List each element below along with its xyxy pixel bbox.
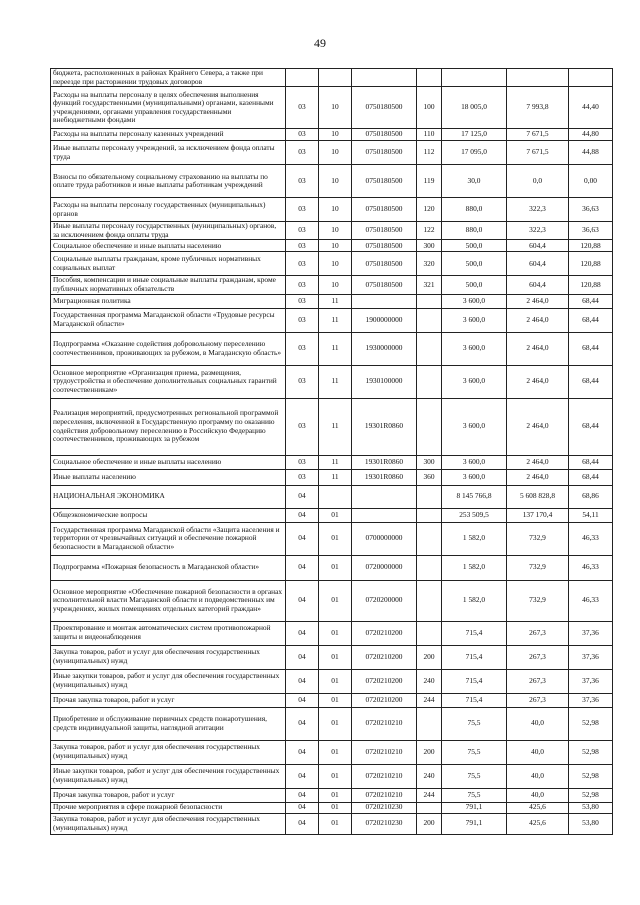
row-section-code: 03 — [286, 332, 319, 365]
row-expense-type-code: 300 — [417, 240, 442, 252]
row-actual-amount: 604,4 — [507, 252, 569, 276]
row-execution-percent: 36,63 — [569, 198, 613, 222]
table-row — [51, 522, 613, 555]
row-expense-type-code — [417, 508, 442, 522]
row-planned-amount: 75,5 — [442, 764, 507, 788]
row-section-code: 03 — [286, 276, 319, 294]
row-section-code: 04 — [286, 693, 319, 707]
row-subsection-code: 11 — [319, 365, 352, 398]
row-target-article-code: 0720200000 — [352, 580, 417, 621]
row-planned-amount: 880,0 — [442, 198, 507, 222]
row-actual-amount: 267,3 — [507, 645, 569, 669]
row-section-code: 03 — [286, 165, 319, 198]
row-planned-amount: 75,5 — [442, 788, 507, 802]
row-planned-amount: 253 509,5 — [442, 508, 507, 522]
row-execution-percent: 37,36 — [569, 621, 613, 645]
row-section-code: 04 — [286, 669, 319, 693]
table-row — [51, 129, 613, 141]
row-target-article-code: 0720210230 — [352, 813, 417, 834]
row-expense-type-code: 112 — [417, 141, 442, 165]
row-expense-type-code: 200 — [417, 813, 442, 834]
table-row — [51, 508, 613, 522]
row-target-article-code — [352, 485, 417, 508]
row-planned-amount: 715,4 — [442, 693, 507, 707]
table-row — [51, 252, 613, 276]
row-name-cell: Закупка товаров, работ и услуг для обеспечения государственных (муниципальных) нужд — [51, 813, 286, 834]
row-planned-amount: 3 600,0 — [442, 455, 507, 469]
row-actual-amount: 732,9 — [507, 580, 569, 621]
row-section-code: 04 — [286, 485, 319, 508]
row-subsection-code: 11 — [319, 455, 352, 469]
row-name-cell: Проектирование и монтаж автоматических систем противопожарной защиты и видеонаблюдения — [51, 621, 286, 645]
row-name-cell: Подпрограмма «Оказание содействия добровольному переселению соотечественников, проживающих за рубежом, в Магаданскую область» — [51, 332, 286, 365]
row-section-code: 03 — [286, 198, 319, 222]
row-target-article-code: 19301R0860 — [352, 469, 417, 485]
row-subsection-code: 11 — [319, 469, 352, 485]
row-section-code: 03 — [286, 222, 319, 240]
row-target-article-code: 0750180500 — [352, 222, 417, 240]
row-expense-type-code — [417, 580, 442, 621]
row-actual-amount: 2 464,0 — [507, 455, 569, 469]
row-target-article-code: 1930000000 — [352, 332, 417, 365]
row-execution-percent: 36,63 — [569, 222, 613, 240]
row-subsection-code: 01 — [319, 764, 352, 788]
row-name-cell: Основное мероприятие «Организация приема, размещения, трудоустройства и обеспечение дополнительных социальных гарантий соотечественникам» — [51, 365, 286, 398]
table-row — [51, 276, 613, 294]
budget-table — [50, 68, 613, 835]
row-subsection-code: 10 — [319, 141, 352, 165]
row-execution-percent: 37,36 — [569, 645, 613, 669]
row-expense-type-code: 119 — [417, 165, 442, 198]
row-name-cell: Расходы на выплаты персоналу в целях обеспечения выполнения функций государственными (муниципальными) органами, казенными учреждениями, органами управления государственными внебюджетными фондами — [51, 87, 286, 129]
row-subsection-code: 11 — [319, 332, 352, 365]
row-section-code: 04 — [286, 621, 319, 645]
row-section-code: 03 — [286, 469, 319, 485]
row-subsection-code: 10 — [319, 240, 352, 252]
row-expense-type-code: 200 — [417, 740, 442, 764]
row-execution-percent: 68,44 — [569, 469, 613, 485]
row-target-article-code: 19301R0860 — [352, 398, 417, 455]
row-planned-amount — [442, 69, 507, 87]
row-execution-percent: 52,98 — [569, 788, 613, 802]
row-section-code: 03 — [286, 294, 319, 308]
row-target-article-code: 0720210210 — [352, 740, 417, 764]
row-name-cell: Основное мероприятие «Обеспечение пожарной безопасности в органах исполнительной власти Магаданской области и подведомственных им учреждениях, жилых помещениях отдельных категорий граждан» — [51, 580, 286, 621]
row-execution-percent: 0,00 — [569, 165, 613, 198]
table-row — [51, 555, 613, 580]
row-execution-percent: 53,80 — [569, 813, 613, 834]
row-section-code: 04 — [286, 802, 319, 813]
page-number: 49 — [314, 36, 326, 50]
row-subsection-code: 01 — [319, 813, 352, 834]
row-execution-percent: 120,88 — [569, 252, 613, 276]
row-name-cell: Миграционная политика — [51, 294, 286, 308]
row-name-cell: Закупка товаров, работ и услуг для обеспечения государственных (муниципальных) нужд — [51, 645, 286, 669]
row-actual-amount: 5 608 828,8 — [507, 485, 569, 508]
row-execution-percent: 120,88 — [569, 276, 613, 294]
table-row — [51, 693, 613, 707]
table-row — [51, 240, 613, 252]
row-subsection-code: 01 — [319, 788, 352, 802]
row-subsection-code: 11 — [319, 398, 352, 455]
row-execution-percent: 54,11 — [569, 508, 613, 522]
row-subsection-code: 01 — [319, 621, 352, 645]
row-execution-percent: 68,44 — [569, 398, 613, 455]
row-expense-type-code: 122 — [417, 222, 442, 240]
row-expense-type-code: 200 — [417, 645, 442, 669]
row-planned-amount: 715,4 — [442, 669, 507, 693]
row-planned-amount: 500,0 — [442, 240, 507, 252]
row-expense-type-code: 300 — [417, 455, 442, 469]
row-actual-amount: 40,0 — [507, 707, 569, 740]
row-name-cell: Приобретение и обслуживание первичных средств пожаротушения, средств индивидуальной защиты, наглядной агитации — [51, 707, 286, 740]
row-name-cell: Социальное обеспечение и иные выплаты населению — [51, 240, 286, 252]
row-name-cell: Реализация мероприятий, предусмотренных региональной программой переселения, включенной в Государственную программу по оказанию содействия добровольному переселению в Российскую Федерацию соотечественников, проживающих за рубежом — [51, 398, 286, 455]
row-planned-amount: 1 582,0 — [442, 580, 507, 621]
row-expense-type-code — [417, 485, 442, 508]
row-actual-amount: 7 671,5 — [507, 129, 569, 141]
row-planned-amount: 500,0 — [442, 252, 507, 276]
row-expense-type-code — [417, 308, 442, 332]
row-target-article-code: 1930100000 — [352, 365, 417, 398]
row-name-cell: Взносы по обязательному социальному страхованию на выплаты по оплате труда работников и иные выплаты работникам учреждений — [51, 165, 286, 198]
row-subsection-code: 01 — [319, 508, 352, 522]
row-subsection-code: 01 — [319, 693, 352, 707]
row-actual-amount: 0,0 — [507, 165, 569, 198]
row-expense-type-code: 240 — [417, 669, 442, 693]
row-actual-amount: 267,3 — [507, 693, 569, 707]
row-planned-amount: 1 582,0 — [442, 555, 507, 580]
row-planned-amount: 3 600,0 — [442, 398, 507, 455]
row-target-article-code: 0720210200 — [352, 693, 417, 707]
row-actual-amount: 425,6 — [507, 802, 569, 813]
table-row — [51, 645, 613, 669]
row-planned-amount: 3 600,0 — [442, 469, 507, 485]
row-name-cell: бюджета, расположенных в районах Крайнего Севера, а также при переезде при расторжении трудовых договоров — [51, 69, 286, 87]
table-row — [51, 707, 613, 740]
row-target-article-code — [352, 69, 417, 87]
row-expense-type-code: 240 — [417, 764, 442, 788]
row-expense-type-code: 120 — [417, 198, 442, 222]
row-planned-amount: 500,0 — [442, 276, 507, 294]
row-target-article-code: 0750180500 — [352, 276, 417, 294]
row-section-code: 04 — [286, 522, 319, 555]
row-actual-amount: 40,0 — [507, 764, 569, 788]
row-name-cell: Пособия, компенсации и иные социальные выплаты гражданам, кроме публичных нормативных обязательств — [51, 276, 286, 294]
row-target-article-code — [352, 508, 417, 522]
row-target-article-code: 0720210210 — [352, 788, 417, 802]
table-row — [51, 788, 613, 802]
row-section-code: 04 — [286, 740, 319, 764]
row-actual-amount: 732,9 — [507, 555, 569, 580]
row-expense-type-code — [417, 802, 442, 813]
row-name-cell: Прочая закупка товаров, работ и услуг — [51, 693, 286, 707]
row-execution-percent: 44,80 — [569, 129, 613, 141]
row-actual-amount: 267,3 — [507, 669, 569, 693]
row-actual-amount: 732,9 — [507, 522, 569, 555]
table-row — [51, 813, 613, 834]
row-target-article-code: 0700000000 — [352, 522, 417, 555]
row-actual-amount: 2 464,0 — [507, 469, 569, 485]
row-section-code: 03 — [286, 252, 319, 276]
row-planned-amount: 1 582,0 — [442, 522, 507, 555]
row-target-article-code: 0750180500 — [352, 141, 417, 165]
table-row — [51, 740, 613, 764]
row-execution-percent: 44,40 — [569, 87, 613, 129]
row-actual-amount: 425,6 — [507, 813, 569, 834]
row-expense-type-code — [417, 69, 442, 87]
row-target-article-code: 0750180500 — [352, 129, 417, 141]
row-actual-amount: 604,4 — [507, 240, 569, 252]
row-planned-amount: 791,1 — [442, 813, 507, 834]
row-execution-percent: 68,44 — [569, 308, 613, 332]
row-expense-type-code — [417, 522, 442, 555]
row-subsection-code — [319, 69, 352, 87]
row-execution-percent: 68,44 — [569, 365, 613, 398]
row-expense-type-code: 321 — [417, 276, 442, 294]
row-execution-percent: 68,86 — [569, 485, 613, 508]
row-execution-percent: 52,98 — [569, 707, 613, 740]
row-actual-amount: 40,0 — [507, 788, 569, 802]
row-expense-type-code: 360 — [417, 469, 442, 485]
table-row — [51, 332, 613, 365]
row-section-code: 04 — [286, 813, 319, 834]
row-execution-percent: 46,33 — [569, 555, 613, 580]
row-planned-amount: 3 600,0 — [442, 308, 507, 332]
row-target-article-code: 0720210210 — [352, 764, 417, 788]
row-planned-amount: 17 095,0 — [442, 141, 507, 165]
row-target-article-code: 0720210200 — [352, 621, 417, 645]
row-target-article-code: 0720210230 — [352, 802, 417, 813]
row-execution-percent: 46,33 — [569, 580, 613, 621]
row-name-cell: Иные закупки товаров, работ и услуг для обеспечения государственных (муниципальных) нужд — [51, 764, 286, 788]
table-row — [51, 198, 613, 222]
row-expense-type-code — [417, 555, 442, 580]
row-planned-amount: 18 005,0 — [442, 87, 507, 129]
row-target-article-code: 0750180500 — [352, 198, 417, 222]
row-execution-percent: 68,44 — [569, 294, 613, 308]
row-name-cell: Государственная программа Магаданской области «Защита населения и территории от чрезвычайных ситуаций и обеспечение пожарной безопасности в Магаданской области» — [51, 522, 286, 555]
row-execution-percent: 120,88 — [569, 240, 613, 252]
row-subsection-code: 10 — [319, 165, 352, 198]
table-row — [51, 165, 613, 198]
table-row — [51, 141, 613, 165]
row-planned-amount: 791,1 — [442, 802, 507, 813]
row-planned-amount: 880,0 — [442, 222, 507, 240]
row-actual-amount: 7 993,8 — [507, 87, 569, 129]
row-execution-percent — [569, 69, 613, 87]
row-subsection-code: 10 — [319, 222, 352, 240]
row-section-code: 03 — [286, 141, 319, 165]
table-row — [51, 294, 613, 308]
table-row — [51, 69, 613, 87]
row-target-article-code: 1900000000 — [352, 308, 417, 332]
row-expense-type-code — [417, 707, 442, 740]
row-actual-amount: 2 464,0 — [507, 398, 569, 455]
row-subsection-code: 10 — [319, 87, 352, 129]
row-expense-type-code — [417, 621, 442, 645]
row-execution-percent: 53,80 — [569, 802, 613, 813]
row-name-cell: Расходы на выплаты персоналу государственных (муниципальных) органов — [51, 198, 286, 222]
row-actual-amount: 322,3 — [507, 222, 569, 240]
row-actual-amount: 2 464,0 — [507, 365, 569, 398]
row-actual-amount: 2 464,0 — [507, 332, 569, 365]
table-row — [51, 455, 613, 469]
row-actual-amount: 7 671,5 — [507, 141, 569, 165]
table-row — [51, 669, 613, 693]
row-section-code: 04 — [286, 645, 319, 669]
table-row — [51, 308, 613, 332]
row-expense-type-code — [417, 332, 442, 365]
row-target-article-code: 0750180500 — [352, 240, 417, 252]
table-body — [51, 69, 613, 835]
table-row — [51, 365, 613, 398]
row-planned-amount: 8 145 766,8 — [442, 485, 507, 508]
row-section-code: 03 — [286, 455, 319, 469]
row-target-article-code: 19301R0860 — [352, 455, 417, 469]
row-subsection-code: 01 — [319, 802, 352, 813]
row-subsection-code — [319, 485, 352, 508]
row-expense-type-code: 244 — [417, 693, 442, 707]
row-section-code: 03 — [286, 129, 319, 141]
table-row — [51, 485, 613, 508]
row-section-code: 03 — [286, 87, 319, 129]
row-name-cell: Прочие мероприятия в сфере пожарной безопасности — [51, 802, 286, 813]
row-execution-percent: 44,88 — [569, 141, 613, 165]
row-subsection-code: 11 — [319, 308, 352, 332]
row-subsection-code: 01 — [319, 555, 352, 580]
row-subsection-code: 01 — [319, 522, 352, 555]
row-actual-amount: 2 464,0 — [507, 308, 569, 332]
row-execution-percent: 46,33 — [569, 522, 613, 555]
row-name-cell: Общеэкономические вопросы — [51, 508, 286, 522]
row-execution-percent: 37,36 — [569, 669, 613, 693]
row-section-code: 04 — [286, 555, 319, 580]
row-planned-amount: 3 600,0 — [442, 332, 507, 365]
row-execution-percent: 68,44 — [569, 455, 613, 469]
row-section-code: 04 — [286, 764, 319, 788]
row-target-article-code: 0720210200 — [352, 645, 417, 669]
row-section-code: 04 — [286, 580, 319, 621]
table-row — [51, 398, 613, 455]
row-name-cell: Расходы на выплаты персоналу казенных учреждений — [51, 129, 286, 141]
row-subsection-code: 01 — [319, 580, 352, 621]
row-section-code: 03 — [286, 365, 319, 398]
row-actual-amount: 40,0 — [507, 740, 569, 764]
row-actual-amount: 322,3 — [507, 198, 569, 222]
row-subsection-code: 01 — [319, 707, 352, 740]
row-execution-percent: 52,98 — [569, 764, 613, 788]
table-row — [51, 802, 613, 813]
row-planned-amount: 715,4 — [442, 645, 507, 669]
table-row — [51, 222, 613, 240]
row-name-cell: Подпрограмма «Пожарная безопасность в Магаданской области» — [51, 555, 286, 580]
row-name-cell: Социальные выплаты гражданам, кроме публичных нормативных социальных выплат — [51, 252, 286, 276]
row-expense-type-code: 244 — [417, 788, 442, 802]
row-target-article-code: 0720000000 — [352, 555, 417, 580]
row-target-article-code: 0750180500 — [352, 87, 417, 129]
table-row — [51, 580, 613, 621]
row-name-cell: Иные закупки товаров, работ и услуг для обеспечения государственных (муниципальных) нужд — [51, 669, 286, 693]
row-section-code: 04 — [286, 508, 319, 522]
row-expense-type-code — [417, 294, 442, 308]
row-execution-percent: 68,44 — [569, 332, 613, 365]
row-name-cell: НАЦИОНАЛЬНАЯ ЭКОНОМИКА — [51, 485, 286, 508]
table-row — [51, 469, 613, 485]
row-target-article-code: 0720210210 — [352, 707, 417, 740]
row-section-code — [286, 69, 319, 87]
row-execution-percent: 37,36 — [569, 693, 613, 707]
row-subsection-code: 01 — [319, 740, 352, 764]
table-row — [51, 87, 613, 129]
row-name-cell: Иные выплаты персоналу учреждений, за исключением фонда оплаты труда — [51, 141, 286, 165]
row-target-article-code: 0720210200 — [352, 669, 417, 693]
row-execution-percent: 52,98 — [569, 740, 613, 764]
row-name-cell: Прочая закупка товаров, работ и услуг — [51, 788, 286, 802]
row-name-cell: Иные выплаты персоналу государственных (муниципальных) органов, за исключением фонда оплаты труда — [51, 222, 286, 240]
row-section-code: 03 — [286, 398, 319, 455]
row-actual-amount: 604,4 — [507, 276, 569, 294]
row-subsection-code: 10 — [319, 252, 352, 276]
row-expense-type-code — [417, 398, 442, 455]
row-planned-amount: 3 600,0 — [442, 365, 507, 398]
row-expense-type-code: 110 — [417, 129, 442, 141]
row-subsection-code: 10 — [319, 276, 352, 294]
row-planned-amount: 3 600,0 — [442, 294, 507, 308]
row-actual-amount: 2 464,0 — [507, 294, 569, 308]
row-actual-amount: 267,3 — [507, 621, 569, 645]
row-name-cell: Государственная программа Магаданской области «Трудовые ресурсы Магаданской области» — [51, 308, 286, 332]
row-subsection-code: 10 — [319, 198, 352, 222]
row-planned-amount: 75,5 — [442, 740, 507, 764]
row-subsection-code: 10 — [319, 129, 352, 141]
row-expense-type-code: 320 — [417, 252, 442, 276]
table-row — [51, 621, 613, 645]
row-section-code: 04 — [286, 788, 319, 802]
row-section-code: 03 — [286, 240, 319, 252]
row-target-article-code: 0750180500 — [352, 252, 417, 276]
row-section-code: 04 — [286, 707, 319, 740]
row-name-cell: Социальное обеспечение и иные выплаты населению — [51, 455, 286, 469]
row-section-code: 03 — [286, 308, 319, 332]
row-planned-amount: 75,5 — [442, 707, 507, 740]
row-subsection-code: 01 — [319, 645, 352, 669]
row-actual-amount: 137 170,4 — [507, 508, 569, 522]
row-planned-amount: 715,4 — [442, 621, 507, 645]
row-target-article-code — [352, 294, 417, 308]
row-name-cell: Закупка товаров, работ и услуг для обеспечения государственных (муниципальных) нужд — [51, 740, 286, 764]
row-actual-amount — [507, 69, 569, 87]
row-expense-type-code: 100 — [417, 87, 442, 129]
row-subsection-code: 01 — [319, 669, 352, 693]
row-target-article-code: 0750180500 — [352, 165, 417, 198]
row-planned-amount: 30,0 — [442, 165, 507, 198]
row-expense-type-code — [417, 365, 442, 398]
row-subsection-code: 11 — [319, 294, 352, 308]
row-planned-amount: 17 125,0 — [442, 129, 507, 141]
table-row — [51, 764, 613, 788]
row-name-cell: Иные выплаты населению — [51, 469, 286, 485]
